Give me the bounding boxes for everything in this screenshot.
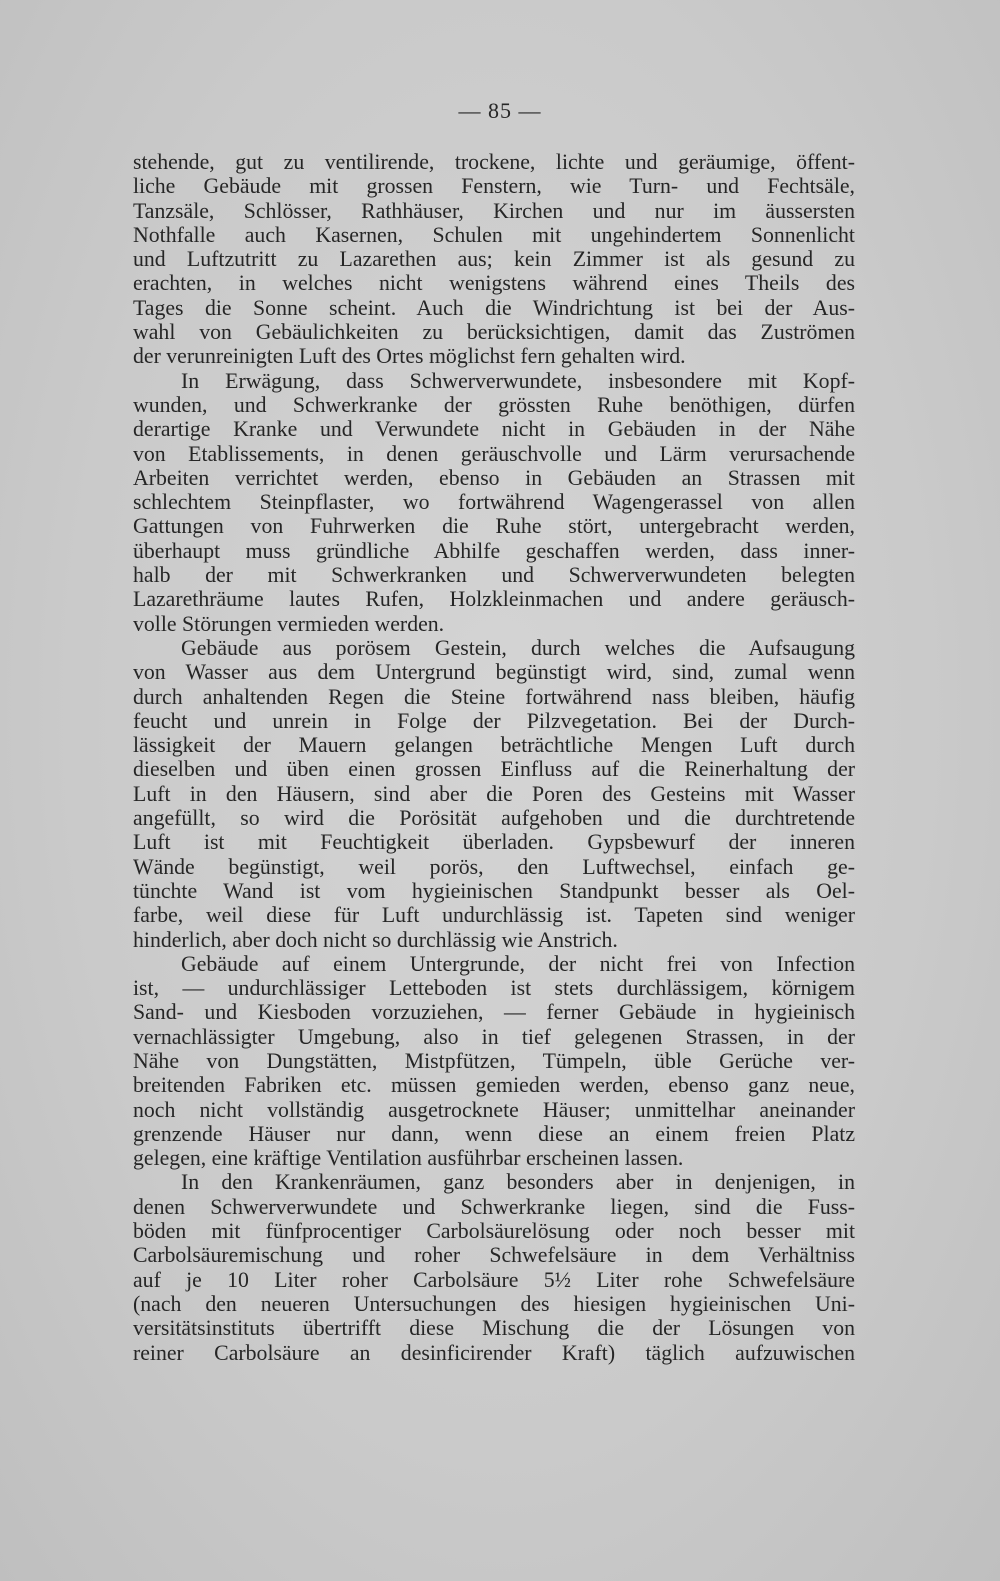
text-line: In Erwägung, dass Schwerverwundete, insbesondere mit Kopf- [181, 368, 855, 393]
text-line: versitätsinstituts übertrifft diese Mischung die der Lösungen von [133, 1316, 855, 1341]
text-line: Tanzsäle, Schlösser, Rathhäuser, Kirchen und nur im äussersten [133, 198, 855, 223]
text-line: ist, — undurchlässiger Letteboden ist stets durchlässigem, körnigem [133, 976, 855, 1001]
text-line: Gebäude aus porösem Gestein, durch welches die Aufsaugung [181, 635, 855, 660]
page-number: — 85 — [458, 98, 542, 123]
text-line: angefüllt, so wird die Porösität aufgehoben und die durchtretende [133, 806, 855, 831]
text-line: der verunreinigten Luft des Ortes möglichst fern gehalten wird. [133, 344, 686, 369]
text-line: Tages die Sonne scheint. Auch die Windrichtung ist bei der Aus- [133, 295, 855, 320]
text-line: liche Gebäude mit grossen Fenstern, wie Turn- und Fechtsäle, [133, 174, 855, 199]
text-line: wahl von Gebäulichkeiten zu berücksichtigen, damit das Zuströmen [133, 320, 855, 345]
text-line: durch anhaltenden Regen die Steine fortwährend nass bleiben, häufig [133, 684, 855, 709]
text-line: volle Störungen vermieden werden. [133, 611, 445, 636]
text-line: tünchte Wand ist vom hygieinischen Standpunkt besser als Oel- [133, 878, 855, 903]
text-line: (nach den neueren Untersuchungen des hiesigen hygieinischen Uni- [133, 1291, 855, 1316]
text-line: Gebäude auf einem Untergrunde, der nicht frei von Infection [181, 951, 855, 976]
text-line: wunden, und Schwerkranke der grössten Ruhe benöthigen, dürfen [133, 392, 855, 417]
text-line: schlechtem Steinpflaster, wo fortwährend Wagengerassel von allen [133, 490, 855, 515]
text-line: grenzende Häuser nur dann, wenn diese an einem freien Platz [133, 1121, 855, 1146]
text-line: gelegen, eine kräftige Ventilation ausführbar erscheinen lassen. [133, 1146, 684, 1171]
text-line: Gattungen von Fuhrwerken die Ruhe stört, untergebracht werden, [133, 514, 855, 539]
text-line: Nähe von Dungstätten, Mistpfützen, Tümpeln, üble Gerüche ver- [133, 1048, 855, 1073]
text-line: böden mit fünfprocentiger Carbolsäurelösung oder noch besser mit [133, 1219, 855, 1244]
text-line: lässigkeit der Mauern gelangen beträchtliche Mengen Luft durch [133, 733, 855, 758]
text-line: Wände begünstigt, weil porös, den Luftwechsel, einfach ge- [133, 854, 855, 879]
text-line: Nothfalle auch Kasernen, Schulen mit ungehindertem Sonnenlicht [133, 222, 855, 247]
text-line: Luft in den Häusern, sind aber die Poren des Gesteins mit Wasser [133, 781, 855, 806]
text-line: halb der mit Schwerkranken und Schwerverwundeten belegten [133, 563, 855, 588]
text-line: von Wasser aus dem Untergrund begünstigt wird, sind, zumal wenn [133, 660, 855, 685]
body-text [133, 150, 855, 1365]
text-line: stehende, gut zu ventilirende, trockene, lichte und geräumige, öffent- [133, 150, 855, 174]
text-line: hinderlich, aber doch nicht so durchlässig wie Anstrich. [133, 927, 618, 952]
text-line: von Etablissements, in denen geräuschvolle und Lärm verursachende [133, 441, 855, 466]
text-line: noch nicht vollständig ausgetrocknete Häuser; unmittelhar aneinander [133, 1097, 855, 1122]
text-line: Lazarethräume lautes Rufen, Holzkleinmachen und andere geräusch- [133, 587, 855, 612]
text-line: Sand- und Kiesboden vorzuziehen, — ferner Gebäude in hygieinisch [133, 1000, 855, 1025]
text-line: derartige Kranke und Verwundete nicht in Gebäuden in der Nähe [133, 417, 855, 442]
text-line: auf je 10 Liter roher Carbolsäure 5½ Liter rohe Schwefelsäure [133, 1267, 855, 1292]
text-line: Carbolsäuremischung und roher Schwefelsäure in dem Verhältniss [133, 1243, 855, 1268]
text-line: vernachlässigter Umgebung, also in tief gelegenen Strassen, in der [133, 1024, 855, 1049]
text-line: In den Krankenräumen, ganz besonders aber in denjenigen, in [181, 1170, 855, 1195]
text-line: farbe, weil diese für Luft undurchlässig ist. Tapeten sind weniger [133, 903, 855, 928]
text-line: breitenden Fabriken etc. müssen gemieden werden, ebenso ganz neue, [133, 1073, 855, 1098]
text-line: denen Schwerverwundete und Schwerkranke liegen, sind die Fuss- [133, 1194, 855, 1219]
text-line: Arbeiten verrichtet werden, ebenso in Gebäuden an Strassen mit [133, 465, 855, 490]
text-line: überhaupt muss gründliche Abhilfe geschaffen werden, dass inner- [133, 538, 855, 563]
text-line: Luft ist mit Feuchtigkeit überladen. Gypsbewurf der inneren [133, 830, 855, 855]
text-line: dieselben und üben einen grossen Einfluss auf die Reinerhaltung der [133, 757, 855, 782]
text-line: feucht und unrein in Folge der Pilzvegetation. Bei der Durch- [133, 708, 855, 733]
text-line: erachten, in welches nicht wenigstens während eines Theils des [133, 271, 855, 296]
text-line: und Luftzutritt zu Lazarethen aus; kein Zimmer ist als gesund zu [133, 247, 855, 272]
text-line: reiner Carbolsäure an desinficirender Kraft) täglich aufzuwischen [133, 1340, 855, 1365]
